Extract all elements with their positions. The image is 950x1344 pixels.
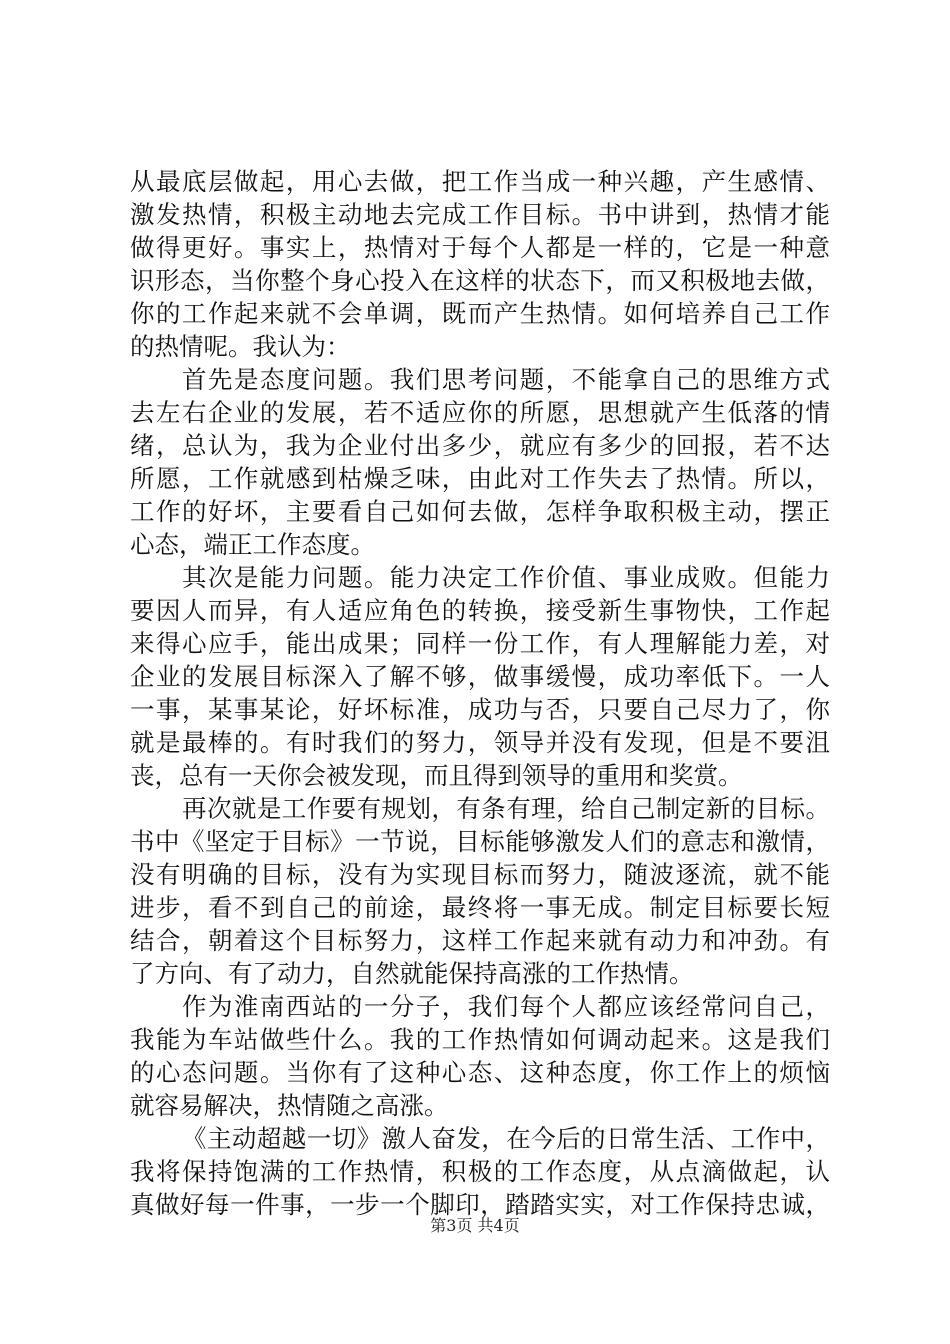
paragraph	[130, 990, 830, 1122]
text-line: 我将保持饱满的工作热情，积极的工作态度，从点滴做起，认	[130, 1157, 830, 1186]
text-line: 的心态问题。当你有了这种心态、这种态度，你工作上的烦恼	[130, 1058, 830, 1087]
text-line: 你的工作起来就不会单调，既而产生热情。如何培养自己工作	[130, 299, 830, 328]
text-line: 进步，看不到自己的前途，最终将一事无成。制定目标要长短	[130, 893, 830, 922]
text-line: 就容易解决，热情随之高涨。	[130, 1091, 449, 1120]
text-line: 工作的好坏，主要看自己如何去做，怎样争取积极主动，摆正	[130, 497, 830, 526]
text-line: 去左右企业的发展，若不适应你的所愿，思想就产生低落的情	[130, 398, 830, 427]
text-line: 从最底层做起，用心去做，把工作当成一种兴趣，产生感情、	[130, 167, 830, 196]
page-footer: 第3页 共4页	[430, 1216, 520, 1235]
paragraph	[130, 792, 830, 990]
text-line: 其次是能力问题。能力决定工作价值、事业成败。但能力	[182, 563, 830, 592]
paragraph	[130, 561, 830, 792]
text-line: 的热情呢。我认为：	[130, 332, 351, 361]
text-line: 企业的发展目标深入了解不够，做事缓慢，成功率低下。一人	[130, 662, 830, 691]
paragraph	[130, 1122, 830, 1221]
text-line: 一事，某事某论，好坏标准，成功与否，只要自己尽力了，你	[130, 695, 830, 724]
text-line: 绪，总认为，我为企业付出多少，就应有多少的回报，若不达	[130, 431, 830, 460]
text-line: 我能为车站做些什么。我的工作热情如何调动起来。这是我们	[130, 1025, 830, 1054]
text-line: 没有明确的目标，没有为实现目标而努力，随波逐流，就不能	[130, 860, 830, 889]
text-line: 《主动超越一切》激人奋发，在今后的日常生活、工作中，	[182, 1124, 830, 1153]
text-line: 真做好每一件事，一步一个脚印，踏踏实实，对工作保持忠诚，	[130, 1190, 830, 1219]
text-line: 书中《坚定于目标》一节说，目标能够激发人们的意志和激情，	[130, 827, 830, 856]
text-line: 了方向、有了动力，自然就能保持高涨的工作热情。	[130, 959, 694, 988]
body-text	[130, 165, 830, 1221]
paragraph	[130, 165, 830, 363]
text-line: 做得更好。事实上，热情对于每个人都是一样的，它是一种意	[130, 233, 830, 262]
text-line: 就是最棒的。有时我们的努力，领导并没有发现，但是不要沮	[130, 728, 830, 757]
text-line: 结合，朝着这个目标努力，这样工作起来就有动力和冲劲。有	[130, 926, 830, 955]
text-line: 识形态，当你整个身心投入在这样的状态下，而又积极地去做，	[130, 266, 830, 295]
text-line: 激发热情，积极主动地去完成工作目标。书中讲到，热情才能	[130, 200, 830, 229]
text-line: 要因人而异，有人适应角色的转换，接受新生事物快，工作起	[130, 596, 830, 625]
text-line: 再次就是工作要有规划，有条有理，给自己制定新的目标。	[182, 794, 830, 823]
paragraph	[130, 363, 830, 561]
text-line: 所愿，工作就感到枯燥乏味，由此对工作失去了热情。所以，	[130, 464, 830, 493]
text-line: 首先是态度问题。我们思考问题，不能拿自己的思维方式	[182, 365, 830, 394]
text-line: 心态，端正工作态度。	[130, 530, 375, 559]
text-line: 丧，总有一天你会被发现，而且得到领导的重用和奖赏。	[130, 761, 743, 790]
text-line: 来得心应手，能出成果；同样一份工作，有人理解能力差，对	[130, 629, 830, 658]
text-line: 作为淮南西站的一分子，我们每个人都应该经常问自己，	[182, 992, 830, 1021]
